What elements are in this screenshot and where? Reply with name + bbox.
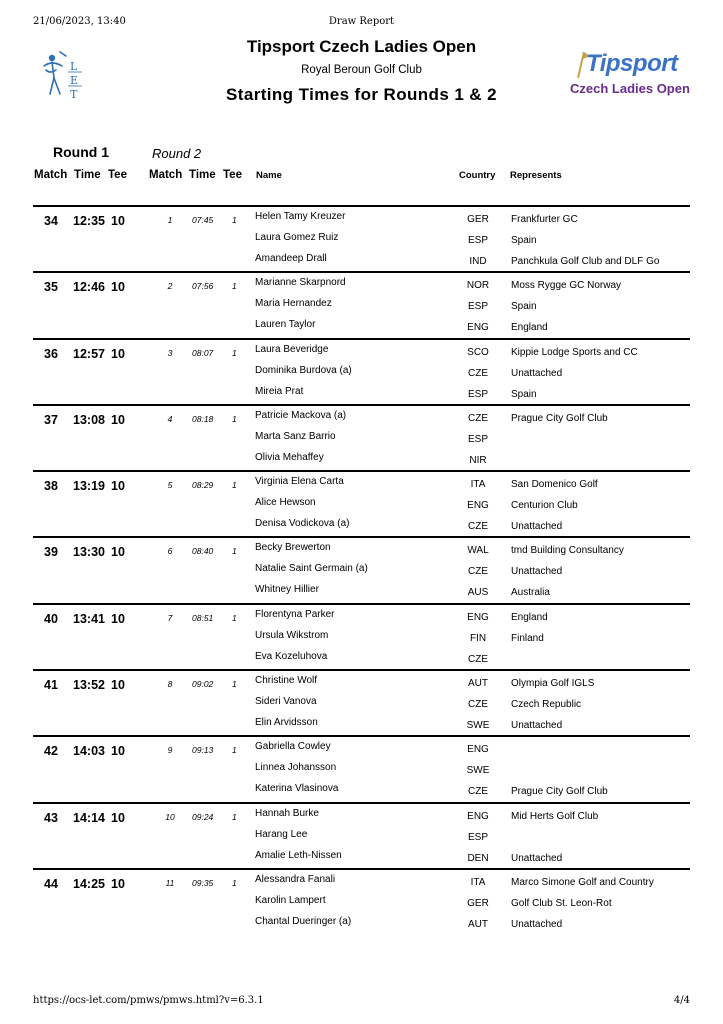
player-country: ENG: [467, 744, 489, 756]
player-name: Gabriella Cowley: [255, 741, 331, 753]
match-time: 13:41: [73, 611, 105, 626]
player-name: Lauren Taylor: [255, 319, 316, 331]
player-row: [33, 365, 690, 386]
round2-match-number: 9: [167, 745, 173, 756]
match-tee: 10: [111, 412, 125, 427]
player-represents: Panchkula Golf Club and DLF Go: [511, 256, 660, 267]
round1-heading: Round 1: [53, 144, 109, 160]
player-country: ESP: [467, 831, 488, 843]
match-time: 14:03: [73, 744, 105, 759]
player-country: CZE: [468, 786, 488, 798]
r1-time-header: Time: [74, 169, 101, 181]
player-country: SWE: [466, 765, 490, 777]
player-country: ENG: [467, 810, 489, 822]
player-name: Denisa Vodickova (a): [255, 518, 350, 530]
round2-time: 09:24: [192, 811, 214, 822]
player-name: Marta Sanz Barrio: [255, 430, 336, 442]
player-country: ENG: [467, 322, 489, 334]
player-row: [33, 762, 690, 783]
player-row: [33, 675, 690, 696]
player-represents: Olympia Golf IGLS: [511, 678, 595, 690]
player-name: Karolin Lampert: [255, 894, 326, 906]
match-time: 13:52: [73, 678, 105, 693]
round2-tee: 1: [232, 281, 237, 292]
report-title: Starting Times for Rounds 1 & 2: [226, 85, 497, 104]
round2-tee: 1: [232, 745, 237, 756]
match-time: 12:35: [73, 214, 105, 228]
player-row: [33, 696, 690, 717]
player-country: NOR: [466, 280, 490, 292]
match-tee: 10: [111, 876, 125, 891]
match-group: [33, 338, 690, 404]
player-row: [33, 563, 690, 584]
round2-match-number: 1: [167, 215, 173, 225]
player-name: Chantal Dueringer (a): [255, 915, 352, 927]
player-name: Christine Wolf: [255, 675, 318, 687]
player-represents: San Domenico Golf: [511, 479, 598, 491]
player-country: ENG: [467, 500, 489, 512]
player-name: Virginia Elena Carta: [255, 476, 344, 488]
player-name: Alessandra Fanali: [255, 873, 336, 885]
match-tee: 10: [111, 611, 125, 626]
player-name: Florentyna Parker: [255, 608, 335, 620]
player-represents: Finland: [511, 632, 544, 644]
match-number: 44: [44, 876, 58, 891]
round2-tee: 1: [232, 612, 237, 623]
player-represents: Unattached: [511, 566, 563, 578]
player-country: FIN: [469, 632, 487, 644]
player-represents: Prague City Golf Club: [511, 412, 608, 424]
player-name: Marianne Skarpnord: [255, 277, 346, 289]
player-represents: Frankfurter GC: [511, 214, 578, 225]
round2-time: 08:40: [192, 546, 214, 557]
player-represents: Unattached: [511, 367, 563, 379]
player-name: Elin Arvidsson: [255, 717, 318, 729]
print-datetime: 21/06/2023, 13:40: [33, 16, 126, 27]
player-country: ENG: [467, 611, 489, 623]
player-name: Becky Brewerton: [255, 542, 331, 554]
match-number: 37: [44, 412, 58, 427]
match-tee: 10: [111, 744, 125, 759]
player-name: Hannah Burke: [255, 807, 319, 819]
player-country: ITA: [470, 479, 486, 491]
match-group: [33, 669, 690, 735]
player-name: Harang Lee: [255, 828, 308, 840]
player-row: [33, 211, 690, 232]
round2-match-number: 5: [167, 480, 173, 491]
player-country: ESP: [467, 433, 488, 445]
player-country: DEN: [467, 852, 489, 864]
player-represents: England: [511, 611, 548, 623]
match-group: [33, 271, 690, 337]
match-tee: 10: [111, 479, 125, 494]
player-country: GER: [467, 214, 489, 225]
match-tee: 10: [111, 810, 125, 825]
player-country: ITA: [470, 876, 486, 888]
match-tee: 10: [111, 214, 125, 228]
svg-text:L: L: [70, 60, 78, 73]
round2-match-number: 6: [167, 546, 173, 557]
country-header: Country: [459, 170, 496, 181]
round2-heading: Round 2: [152, 146, 202, 161]
player-row: [33, 808, 690, 829]
r1-match-header: Match: [34, 169, 68, 181]
player-row: [33, 609, 690, 630]
player-represents: Unattached: [511, 852, 563, 864]
player-country: WAL: [467, 545, 489, 557]
sponsor-name: Tipsport: [586, 50, 678, 77]
player-name: Eva Kozeluhova: [255, 650, 328, 662]
player-name: Helen Tamy Kreuzer: [255, 211, 346, 222]
match-group: [33, 603, 690, 669]
player-represents: Spain: [511, 301, 537, 313]
round2-match-number: 11: [165, 877, 175, 888]
player-name: Laura Gomez Ruiz: [255, 232, 339, 243]
match-tee: 10: [111, 280, 125, 295]
player-represents: Spain: [511, 388, 537, 400]
match-time: 13:19: [73, 479, 105, 494]
player-represents: Golf Club St. Leon-Rot: [511, 897, 612, 909]
player-country: CZE: [468, 367, 488, 379]
match-group: [33, 205, 690, 271]
venue: Royal Beroun Golf Club: [301, 64, 422, 76]
match-number: 40: [44, 611, 58, 626]
player-name: Laura Beveridge: [255, 343, 329, 355]
player-country: ESP: [467, 235, 488, 246]
represents-header: Represents: [510, 170, 562, 181]
player-row: [33, 277, 690, 298]
round2-tee: 1: [232, 546, 237, 557]
player-represents: Prague City Golf Club: [511, 786, 608, 798]
match-time: 14:25: [73, 876, 105, 891]
player-name: Amandeep Drall: [255, 253, 327, 264]
player-country: CZE: [468, 566, 488, 578]
player-row: [33, 232, 690, 253]
player-represents: Unattached: [511, 918, 563, 930]
player-row: [33, 895, 690, 916]
player-country: GER: [467, 897, 489, 909]
player-name: Linnea Johansson: [255, 762, 337, 774]
player-country: ESP: [467, 388, 488, 400]
player-name: Maria Hernandez: [255, 298, 332, 310]
player-represents: Moss Rygge GC Norway: [511, 280, 622, 292]
print-page-number: 4/4: [673, 995, 690, 1006]
match-group: [33, 868, 690, 934]
match-number: 41: [44, 678, 58, 693]
player-row: [33, 829, 690, 850]
round2-time: 08:07: [192, 347, 214, 358]
player-name: Katerina Vlasinova: [255, 783, 339, 795]
player-country: AUT: [468, 678, 488, 690]
match-number: 35: [44, 280, 58, 295]
match-time: 12:46: [73, 280, 105, 295]
player-represents: Spain: [511, 235, 537, 246]
match-tee: 10: [111, 346, 125, 361]
event-title: Tipsport Czech Ladies Open: [246, 37, 477, 56]
round2-match-number: 4: [167, 413, 173, 424]
match-group: [33, 536, 690, 602]
match-time: 12:57: [73, 346, 105, 361]
player-represents: Marco Simone Golf and Country: [511, 876, 654, 888]
name-header: Name: [256, 170, 282, 181]
round2-match-number: 2: [167, 281, 173, 292]
player-name: Sideri Vanova: [255, 696, 317, 708]
round2-tee: 1: [232, 480, 237, 491]
round2-time: 08:51: [192, 612, 214, 623]
player-row: [33, 874, 690, 895]
player-represents: Mid Herts Golf Club: [511, 810, 599, 822]
match-group: [33, 735, 690, 801]
round2-tee: 1: [232, 347, 237, 358]
match-time: 13:08: [73, 412, 105, 427]
match-group: [33, 404, 690, 470]
player-country: AUT: [468, 918, 488, 930]
match-time: 13:30: [73, 545, 105, 560]
print-url: https://ocs-let.com/pmws/pmws.html?v=6.3.1: [33, 995, 264, 1006]
r1-tee-header: Tee: [108, 169, 127, 181]
player-row: [33, 916, 690, 937]
player-name: Natalie Saint Germain (a): [255, 563, 368, 575]
player-represents: Czech Republic: [511, 699, 582, 711]
player-name: Patricie Mackova (a): [255, 409, 347, 421]
round2-tee: 1: [232, 215, 237, 225]
player-row: [33, 542, 690, 563]
r2-tee-header: Tee: [223, 169, 242, 181]
tipsport-logo: [568, 48, 688, 100]
match-number: 43: [44, 810, 58, 825]
match-number: 39: [44, 545, 58, 560]
round2-tee: 1: [232, 877, 237, 888]
player-represents: Centurion Club: [511, 500, 578, 512]
match-group: [33, 802, 690, 868]
round2-time: 08:18: [192, 413, 214, 424]
svg-text:T: T: [70, 88, 78, 101]
player-name: Dominika Burdova (a): [255, 364, 352, 376]
round2-time: 07:45: [192, 215, 214, 225]
match-number: 36: [44, 346, 58, 361]
player-represents: tmd Building Consultancy: [511, 545, 624, 557]
match-number: 34: [44, 214, 58, 228]
player-row: [33, 741, 690, 762]
player-represents: Unattached: [511, 521, 563, 533]
player-country: NIR: [469, 454, 487, 466]
player-country: CZE: [468, 521, 488, 533]
r2-time-header: Time: [189, 169, 216, 181]
player-country: ESP: [467, 301, 488, 313]
player-name: Olivia Mehaffey: [255, 451, 324, 463]
round2-match-number: 7: [167, 612, 173, 623]
player-name: Mireia Prat: [255, 385, 304, 397]
player-row: [33, 630, 690, 651]
player-country: CZE: [468, 653, 488, 665]
match-time: 14:14: [73, 810, 105, 825]
r2-match-header: Match: [149, 169, 183, 181]
player-row: [33, 431, 690, 452]
round2-time: 09:13: [192, 745, 214, 756]
round2-time: 08:29: [192, 480, 214, 491]
player-country: CZE: [468, 412, 488, 424]
match-tee: 10: [111, 545, 125, 560]
player-row: [33, 344, 690, 365]
match-group: [33, 470, 690, 536]
player-row: [33, 410, 690, 431]
round2-tee: 1: [232, 679, 237, 690]
match-number: 38: [44, 479, 58, 494]
player-country: IND: [469, 256, 487, 267]
round2-match-number: 10: [165, 811, 175, 822]
player-row: [33, 476, 690, 497]
round2-match-number: 3: [167, 347, 173, 358]
player-row: [33, 497, 690, 518]
player-name: Ursula Wikstrom: [255, 629, 329, 641]
match-tee: 10: [111, 678, 125, 693]
round2-time: 07:56: [192, 281, 214, 292]
player-represents: Unattached: [511, 720, 563, 732]
round2-tee: 1: [232, 413, 237, 424]
player-country: SCO: [467, 346, 489, 358]
draw-table: [33, 205, 690, 934]
round2-time: 09:02: [192, 679, 214, 690]
player-country: AUS: [467, 587, 489, 599]
round2-tee: 1: [232, 811, 237, 822]
player-country: CZE: [468, 699, 488, 711]
player-represents: England: [511, 322, 548, 334]
round2-time: 09:35: [192, 877, 214, 888]
player-name: Amalie Leth-Nissen: [255, 849, 342, 861]
player-row: [33, 298, 690, 319]
player-represents: Australia: [511, 587, 550, 599]
sponsor-subtitle: Czech Ladies Open: [570, 81, 690, 96]
player-represents: Kippie Lodge Sports and CC: [511, 346, 638, 358]
print-page-title: Draw Report: [328, 16, 395, 27]
svg-text:E: E: [70, 74, 79, 87]
player-name: Whitney Hillier: [255, 584, 319, 596]
match-number: 42: [44, 744, 58, 759]
round2-match-number: 8: [167, 679, 173, 690]
player-country: SWE: [466, 720, 490, 732]
player-name: Alice Hewson: [255, 497, 316, 509]
